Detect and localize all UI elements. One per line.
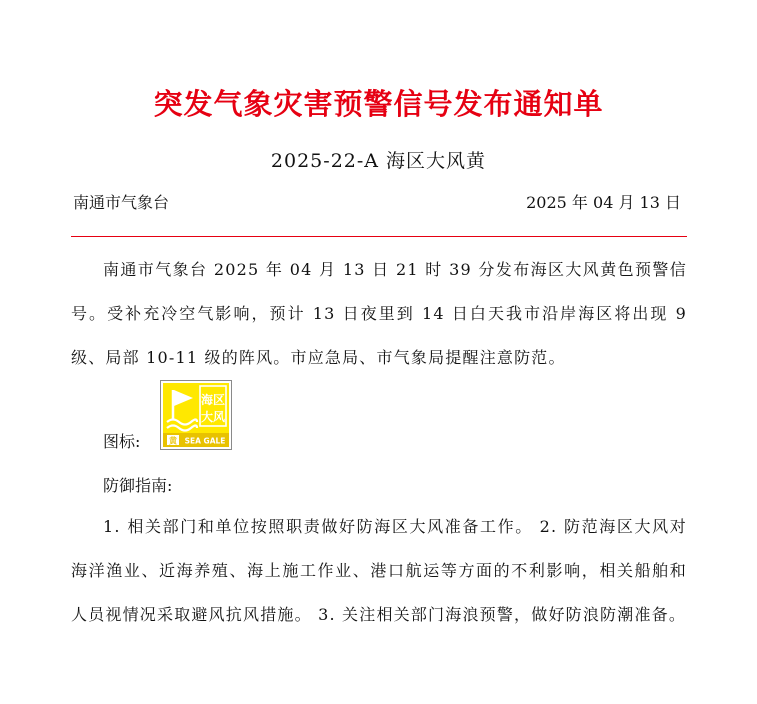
signal-code-subtitle: 2025-22-A 海区大风黄: [270, 150, 487, 172]
icon-label: 图标:: [103, 432, 141, 451]
issue-date: 2025 年 04 月 13 日: [526, 193, 681, 212]
guide-paragraph: 1. 相关部门和单位按照职责做好防海区大风准备工作。 2. 防范海区大风对海洋渔业、近海养殖、海上施工作业、港口航运等方面的不利影响，相关船舶和人员视情况采取避风抗风措施。 3. 关注相关部门海浪预警，做好防浪防潮准备。: [71, 517, 687, 624]
warning-body-paragraph: 南通市气象台 2025 年 04 月 13 日 21 时 39 分发布海区大风黄色预警信号。受补充冷空气影响，预计 13 日夜里到 14 日白天我市沿岸海区将出现 9 级、局部 10-11 级的阵风。市应急局、市气象局提醒注意防范。: [71, 260, 687, 367]
sea-gale-yellow-signal-icon: [160, 380, 232, 450]
signal-cn-text-bottom: 大风: [200, 410, 226, 424]
signal-en-text: SEA GALE: [184, 436, 226, 446]
red-divider-line: [71, 236, 687, 237]
guide-title: 防御指南:: [103, 476, 173, 495]
signal-cn-text-top: 海区: [200, 393, 226, 407]
signal-level-text: 黄: [169, 436, 177, 446]
notice-title: 突发气象灾害预警信号发布通知单: [153, 87, 604, 121]
issuer-name: 南通市气象台: [73, 193, 170, 212]
